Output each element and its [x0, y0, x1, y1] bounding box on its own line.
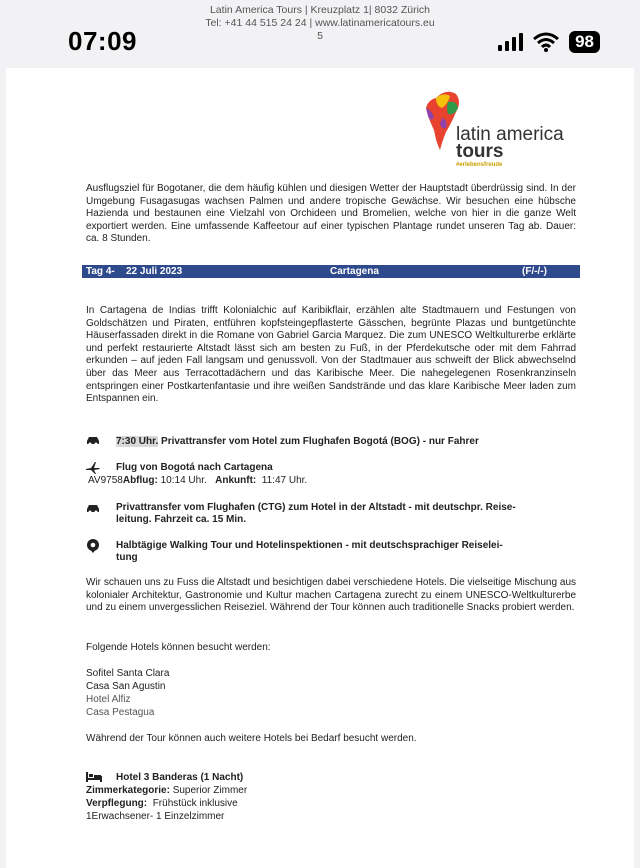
- hotel-list-item: Casa Pestagua: [86, 707, 155, 718]
- day-date: 22 Juli 2023: [126, 266, 183, 277]
- header-page-number: 5: [317, 30, 323, 42]
- status-area: [0, 0, 640, 68]
- header-contact-line: Tel: +41 44 515 24 24 | www.latinamericatours.eu: [205, 17, 435, 29]
- car-icon: [86, 503, 100, 513]
- transfer1-row: [116, 436, 479, 449]
- day-place: Cartagena: [330, 266, 379, 277]
- flight-number: AV9758: [88, 475, 123, 486]
- tour-line1: Halbtägige Walking Tour und Hotelinspektionen - mit deutschsprachiger Reiselei-: [116, 540, 503, 551]
- transfer2-line1: Privattransfer vom Flughafen (CTG) zum Hotel in der Altstadt - mit deutschpr. Reise-: [116, 502, 516, 513]
- occupancy: 1Erwachsener- 1 Einzelzimmer: [86, 811, 225, 822]
- header-company-line: Latin America Tours | Kreuzplatz 1| 8032 Zürich: [209, 4, 431, 16]
- wifi-icon: [533, 32, 559, 52]
- flight-title: Flug von Bogotá nach Cartagena: [116, 462, 273, 473]
- logo-text-tours: tours: [456, 141, 504, 162]
- departure-time: 10:14 Uhr.: [160, 475, 207, 486]
- location-pin-icon: [87, 539, 99, 553]
- day-meals: (F/-/-): [522, 266, 547, 277]
- day-label: Tag 4-: [86, 266, 115, 277]
- arrival-label: Ankunft:: [215, 475, 257, 486]
- cellular-signal-icon: [498, 33, 523, 51]
- room-category-row: [86, 785, 247, 798]
- car-icon: [86, 435, 100, 445]
- tour-paragraph: Wir schauen uns zu Fuss die Altstadt und besichtigen dabei verschiedene Hotels. Die vielseitige Mischung aus kolonialer Architektur, Gastronomie und Kultur machen Cartagena zurecht zu einem UNESCO-Weltkulturerbe und zu einem unvergesslichen Reiseziel. Während der Tour können auch traditionelle Snacks probiert werden.: [86, 577, 576, 614]
- departure-label: Abflug:: [122, 475, 158, 486]
- arrival-time: 11:47 Uhr.: [261, 475, 308, 486]
- flight-details: [88, 475, 307, 488]
- logo-tagline: #erlebensfreude: [456, 162, 503, 168]
- meal-plan-value: Frühstück inklusive: [152, 798, 238, 809]
- meal-plan-row: [86, 798, 238, 811]
- status-icons: [498, 31, 600, 53]
- bed-icon: [86, 772, 102, 782]
- tour-line2: tung: [116, 552, 138, 563]
- intro-paragraph: Ausflugsziel für Bogotaner, die dem häufig kühlen und diesigen Wetter der Hauptstadt überdrüssig sind. In der Umgebung Fusagasugas wachsen Palmen und andere tropische Gewächse. Wir besuchen eine hübsche Hazienda und bestaunen eine Vielzahl von Orchideen und Bromelien, welche von hier in die ganze Welt exportiert werden. Eine umfassende Kaffeetour auf einer typischen Plantage rundet unseren Tag ab. Dauer: ca. 8 Stunden.: [86, 183, 576, 245]
- hotels-intro: Folgende Hotels können besucht werden:: [86, 642, 271, 653]
- battery-indicator: 98: [569, 31, 600, 53]
- day-header-bar: [82, 265, 580, 278]
- transfer1-text: Privattransfer vom Hotel zum Flughafen Bogotá (BOG) - nur Fahrer: [161, 436, 479, 447]
- airplane-icon: [86, 462, 100, 474]
- transfer2-line2: leitung. Fahrzeit ca. 15 Min.: [116, 514, 247, 525]
- room-category-label: Zimmerkategorie:: [86, 785, 170, 796]
- transfer1-time: 7:30 Uhr.: [116, 436, 159, 447]
- hotel-list-item: Sofitel Santa Clara: [86, 668, 170, 679]
- hotel-title: Hotel 3 Banderas (1 Nacht): [116, 772, 244, 783]
- meal-plan-label: Verpflegung:: [86, 798, 148, 809]
- status-time: 07:09: [68, 26, 137, 56]
- hotel-list-item: Hotel Alfiz: [86, 694, 131, 705]
- hotels-note: Während der Tour können auch weitere Hotels bei Bedarf besucht werden.: [86, 733, 417, 744]
- hotel-list-item: Casa San Agustin: [86, 681, 166, 692]
- room-category-value: Superior Zimmer: [172, 785, 248, 796]
- cartagena-paragraph: In Cartagena de Indias trifft Kolonialchic auf Karibikflair, erzählen alte Stadtmauern und Festungen von Goldschätzen und Piraten, entführen kopfsteingepflasterte Gässchen, begrünte Plazas und buntgetünchte Häuserfassaden direkt in die Romane von Gabriel Garcia Marquez. Die zum UNESCO Weltkulturerbe erklärte und perfekt restaurierte Altstadt lässt sich am besten zu Fuß, in der Pferdekutsche oder mit dem Fahrrad erkunden – auf jeden Fall langsam und genussvoll. Von der Stadtmauer aus schweift der Blick abwechselnd über das Meer aus Terracottadächern und das Karibische Meer. Die nahegelegenen Rosenkranzinseln entspringen einer Postkartenfantasie und ihre weißen Sandstrände und das klare Karibische Meer laden zum Entspannen ein.: [86, 305, 576, 405]
- logo-text-latin-america: latin america: [456, 124, 564, 145]
